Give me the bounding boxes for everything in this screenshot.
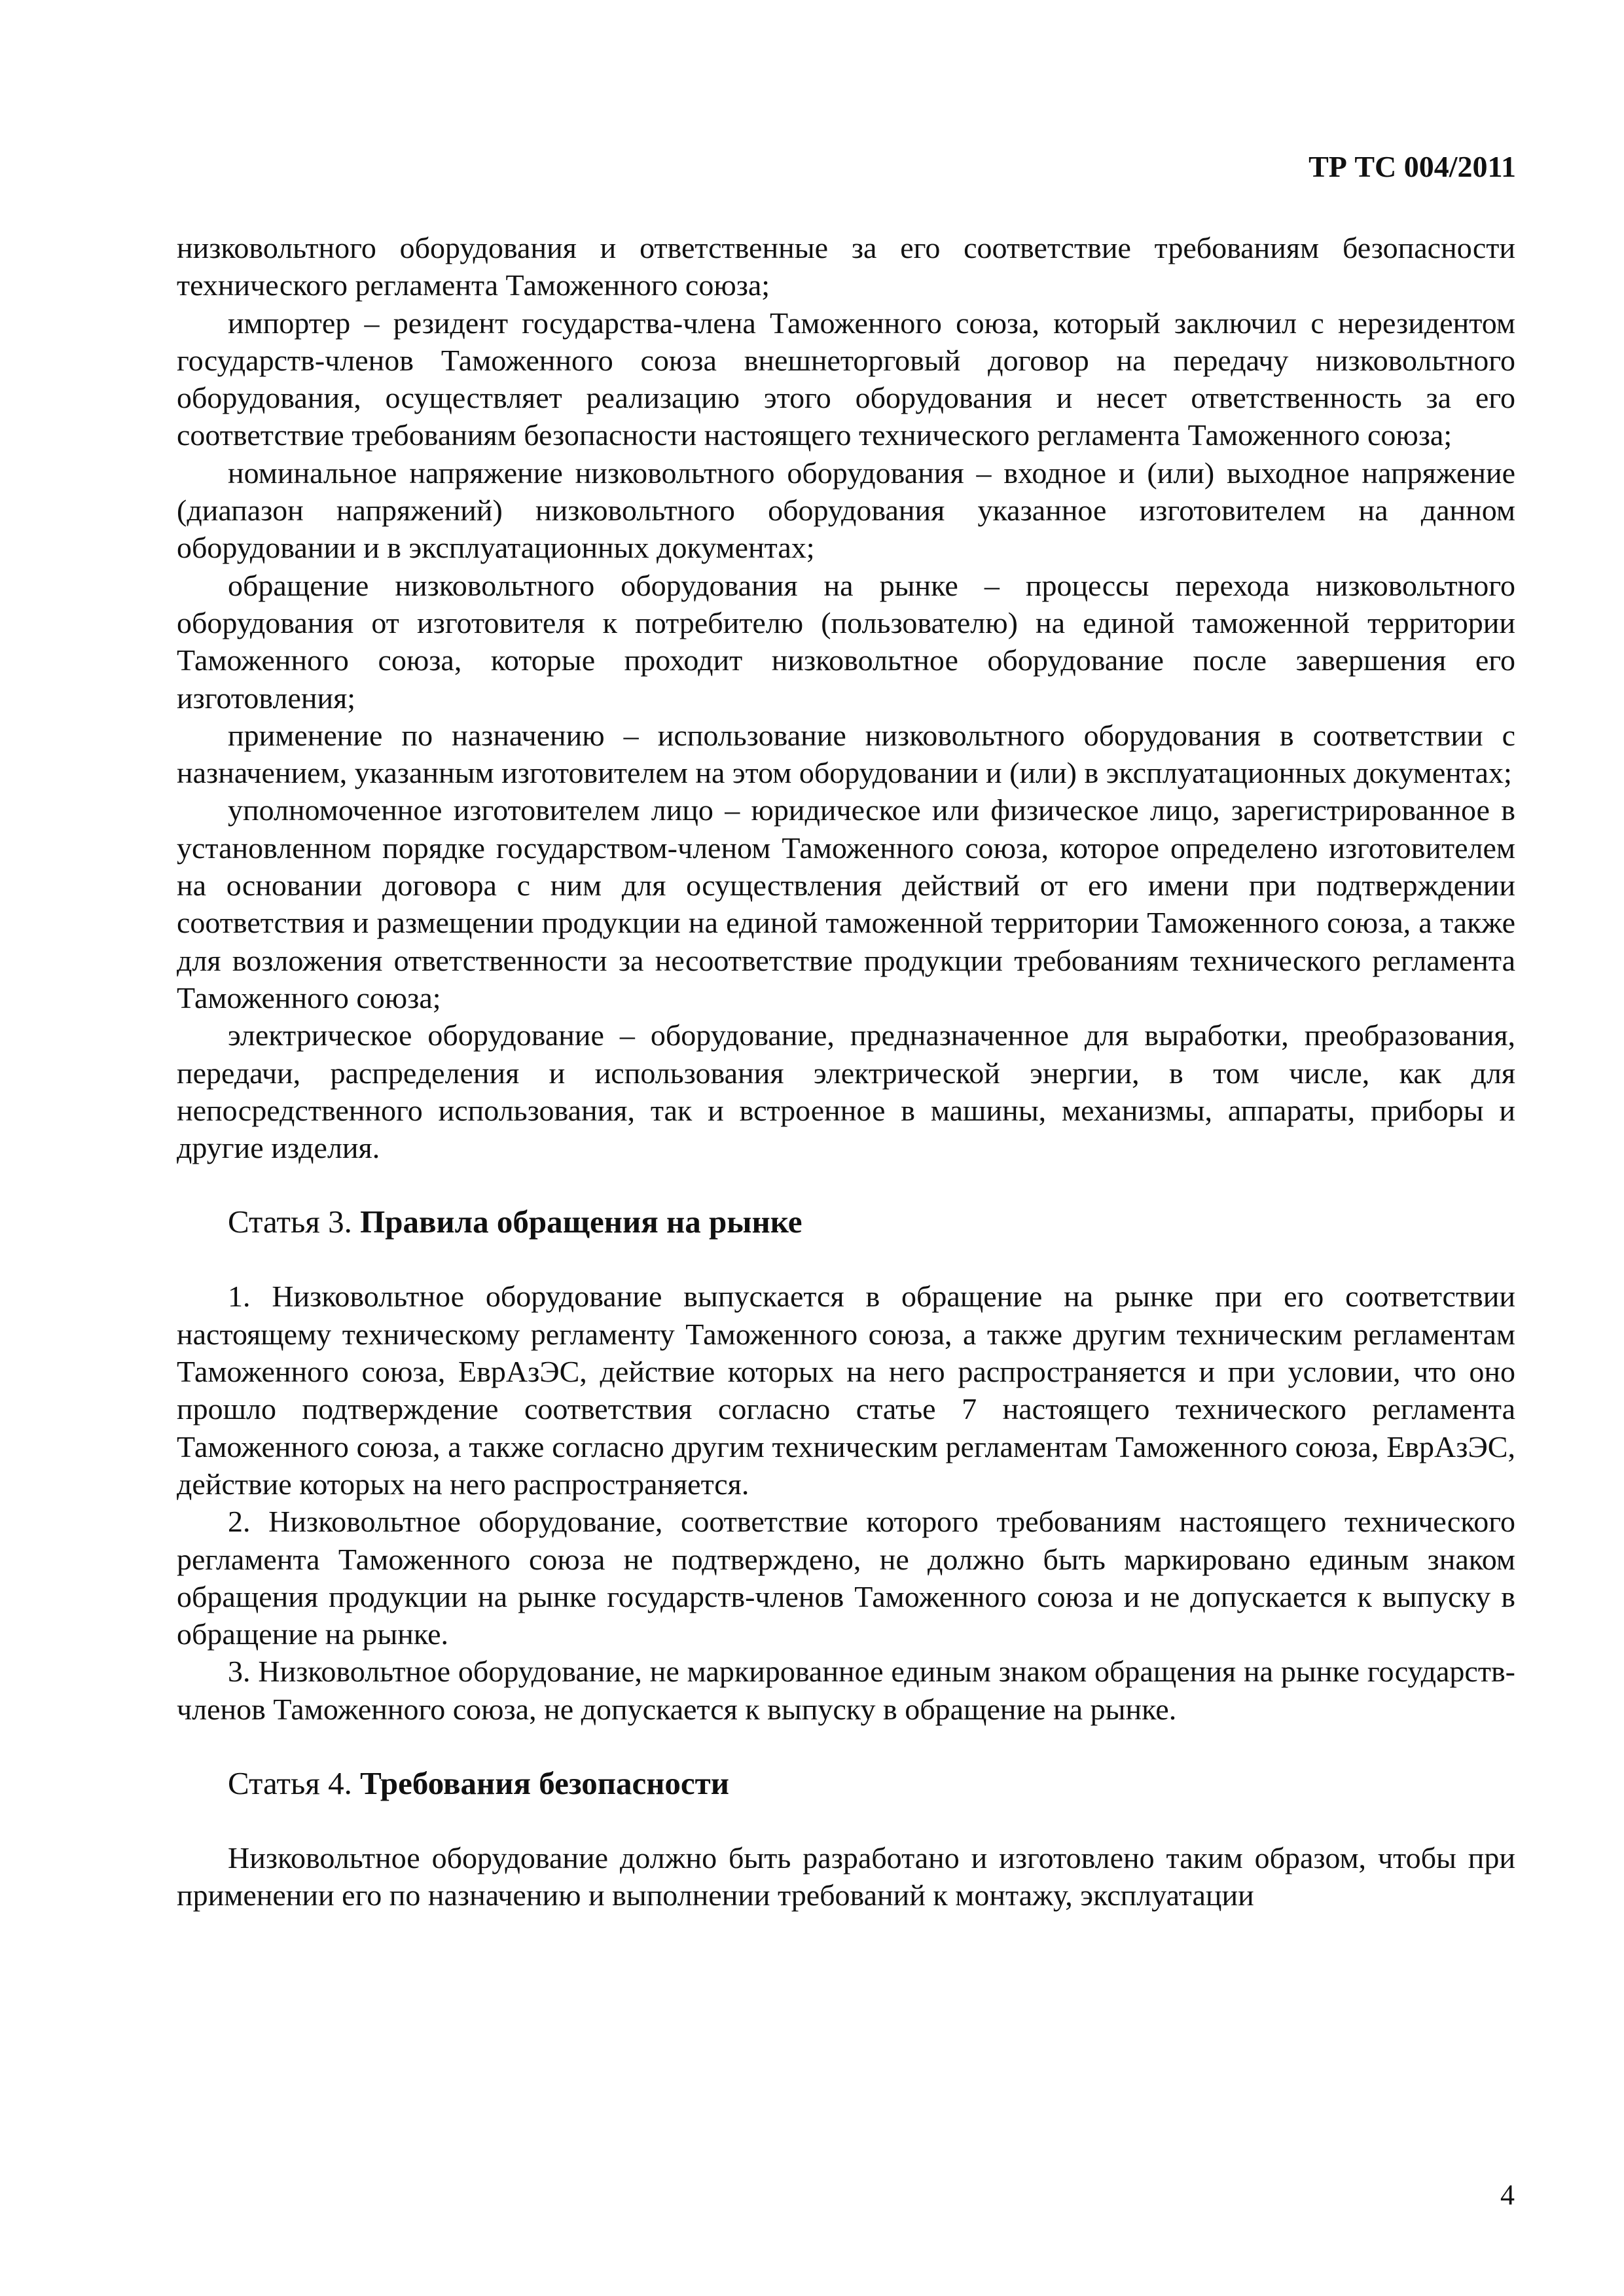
article-3-item-1: 1. Низковольтное оборудование выпускается в обращение на рынке при его соответствии настоящему техническому регламенту Таможенного союза, а также другим техническим регламентам Таможенного союза, ЕврАзЭС, действие которых на него распространяется и при условии, что оно прошло подтверждение соответствия согласно статье 7 настоящего технического регламента Таможенного союза, а также согласно другим техническим регламентам Таможенного союза, ЕврАзЭС, действие которых на него распространяется. — [177, 1280, 1515, 1501]
article-4-text: Низковольтное оборудование должно быть разработано и изготовлено таким образом, чтобы при применении его по назначению и выполнении требований к монтажу, эксплуатации — [177, 1840, 1515, 1912]
page-number: 4 — [1500, 2179, 1515, 2211]
document-body — [177, 229, 1515, 1914]
definition-nominal-voltage: номинальное напряжение низковольтного оборудования – входное и (или) выходное напряжение (диапазон напряжений) низковольтного оборудования указанное изготовителем на данном оборудовании и в эксплуатационных документах; — [177, 456, 1515, 565]
article-3-item-2: 2. Низковольтное оборудование, соответствие которого требованиям настоящего технического регламента Таможенного союза не подтверждено, не должно быть маркировано единым знаком обращения продукции на рынке государств-членов Таможенного союза и не допускается к выпуску в обращение на рынке. — [177, 1505, 1515, 1651]
article-3-prefix: Статья 3. — [228, 1204, 352, 1240]
document-code-header: ТР ТС 004/2011 — [1308, 150, 1516, 183]
article-4-heading — [228, 1765, 1515, 1802]
definition-market-circulation: обращение низковольтного оборудования на рынке – процессы перехода низковольтного оборудования от изготовителя к потребителю (пользователю) на единой таможенной территории Таможенного союза, которые проходит низковольтное оборудование после завершения его изготовления; — [177, 568, 1515, 715]
article-3-heading — [228, 1203, 1515, 1240]
article-4-prefix: Статья 4. — [228, 1765, 352, 1801]
definition-paragraph: низковольтного оборудования и ответственные за его соответствие требованиям безопасности технического регламента Таможенного союза; — [177, 231, 1515, 302]
article-3-title: Правила обращения на рынке — [360, 1204, 803, 1240]
article-3-item-3: 3. Низковольтное оборудование, не маркированное единым знаком обращения на рынке государств-членов Таможенного союза, не допускается к выпуску в обращение на рынке. — [177, 1655, 1515, 1726]
article-4-title: Требования безопасности — [360, 1765, 729, 1801]
definition-importer: импортер – резидент государства-члена Таможенного союза, который заключил с нерезидентом государств-членов Таможенного союза внешнеторговый договор на передачу низковольтного оборудования, осуществляет реализацию этого оборудования и несет ответственность за его соответствие требованиям безопасности настоящего технического регламента Таможенного союза; — [177, 306, 1515, 452]
definition-authorized-person: уполномоченное изготовителем лицо – юридическое или физическое лицо, зарегистрированное в установленном порядке государством-членом Таможенного союза, которое определено изготовителем на основании договора с ним для осуществления действий от его имени при подтверждении соответствия и размещении продукции на единой таможенной территории Таможенного союза, а также для возложения ответственности за несоответствие продукции требованиям технического регламента Таможенного союза; — [177, 793, 1515, 1014]
definition-electrical-equipment: электрическое оборудование – оборудование, предназначенное для выработки, преобразования, передачи, распределения и использования электрической энергии, в том числе, как для непосредственного использования, так и встроенное в машины, механизмы, аппараты, приборы и другие изделия. — [177, 1018, 1515, 1165]
definition-intended-use: применение по назначению – использование низковольтного оборудования в соответствии с назначением, указанным изготовителем на этом оборудовании и (или) в эксплуатационных документах; — [177, 718, 1515, 790]
